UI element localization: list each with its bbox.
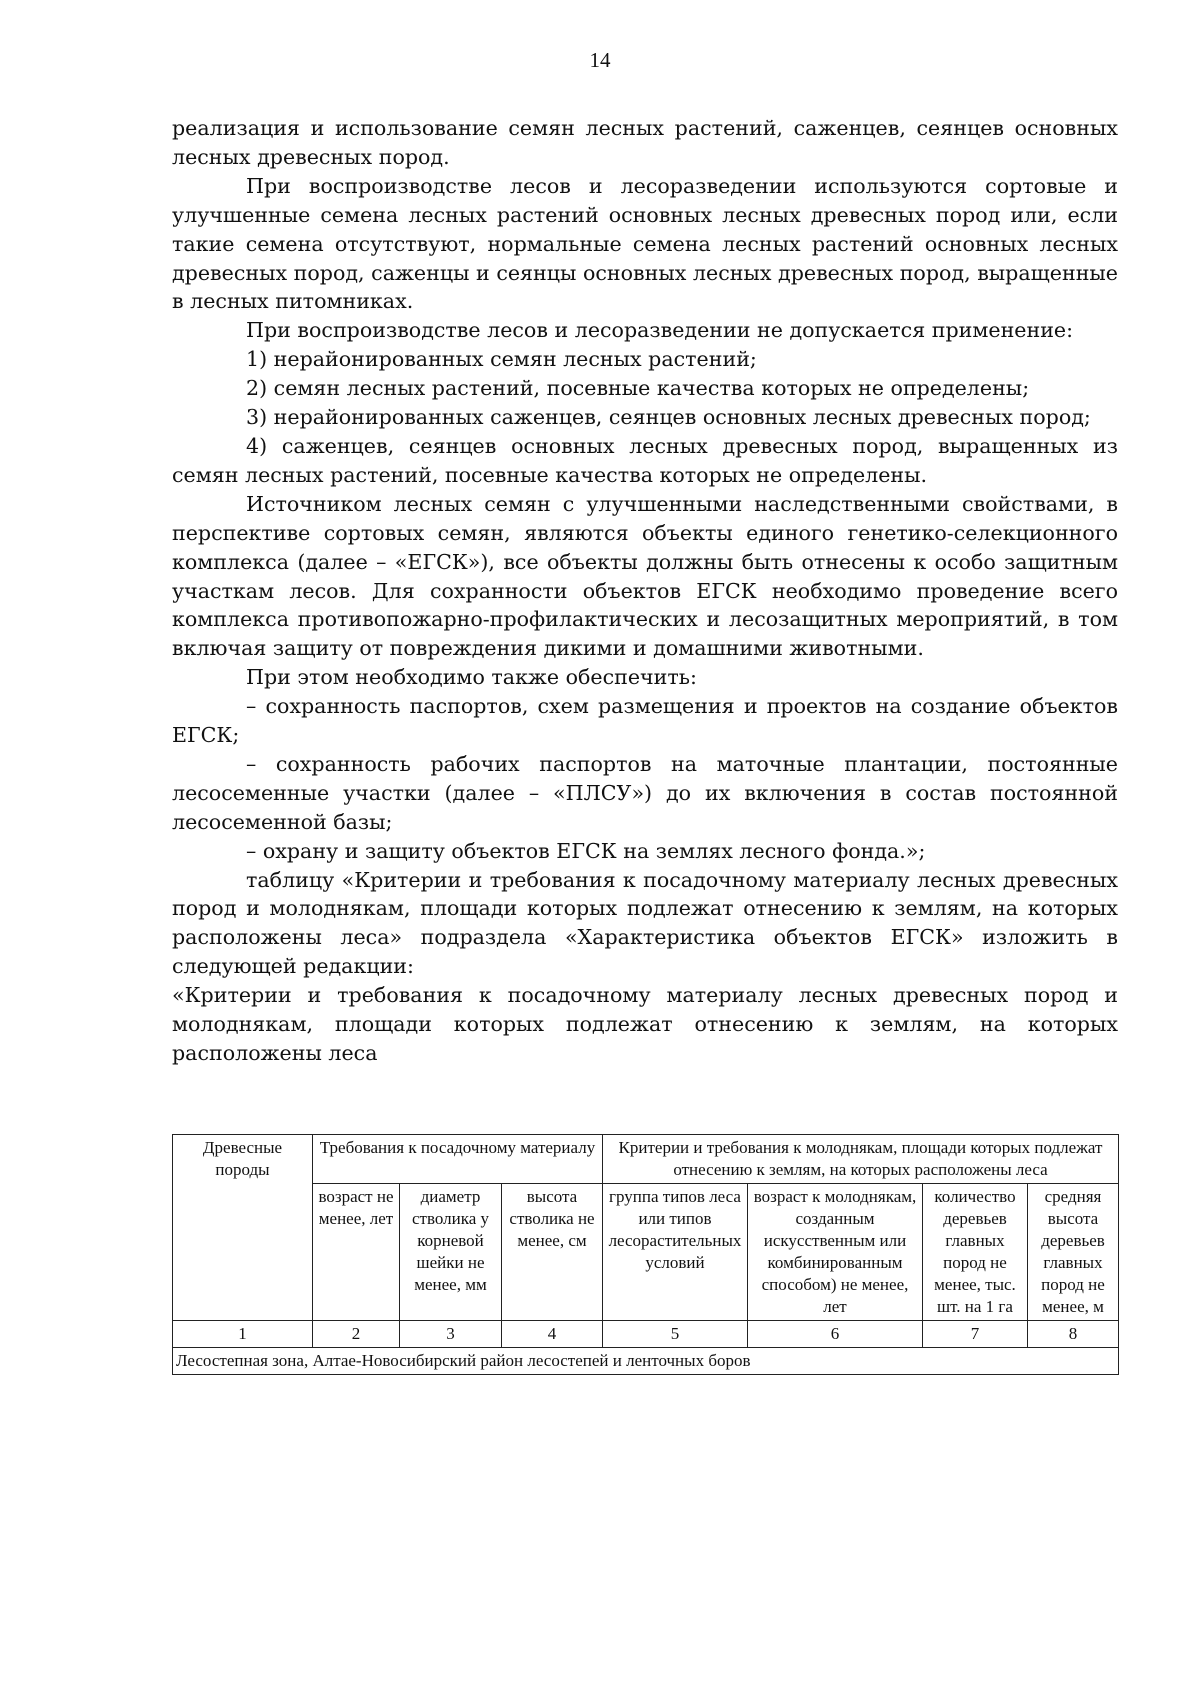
list-item: – сохранность паспортов, схем размещения и проектов на создание объектов ЕГСК; (172, 694, 1118, 748)
table-caption: «Критерии и требования к посадочному материалу лесных древесных пород и молоднякам, площади которых подлежат отнесению к землям, на которых расположены леса (172, 983, 1118, 1065)
column-number: 2 (313, 1321, 400, 1348)
column-number: 1 (173, 1321, 313, 1348)
column-number: 4 (502, 1321, 603, 1348)
paragraph: При этом необходимо также обеспечить: (246, 665, 697, 690)
table-header-cell: диаметр стволика у корневой шейки не менее, мм (400, 1184, 502, 1321)
column-number: 6 (748, 1321, 923, 1348)
paragraph: При воспроизводстве лесов и лесоразведении используются сортовые и улучшенные семена лесных растений основных лесных древесных пород или, если такие семена отсутствуют, нормальные семена лесных растений основных лесных древесных пород, саженцы и сеянцы основных лесных древесных пород, выращенные в лесных питомниках. (172, 173, 1118, 314)
list-item: 4) саженцев, сеянцев основных лесных древесных пород, выращенных из семян лесных растений, посевные качества которых не определены. (172, 433, 1118, 487)
table-header-cell: высота стволика не менее, см (502, 1184, 603, 1321)
list-item: – охрану и защиту объектов ЕГСК на землях лесного фонда.»; (246, 838, 926, 863)
page-number: 14 (589, 48, 611, 72)
table-header-cell: возраст не менее, лет (313, 1184, 400, 1321)
column-number: 3 (400, 1321, 502, 1348)
table-zone-row: Лесостепная зона, Алтае-Новосибирский район лесостепей и ленточных боров (173, 1348, 1119, 1375)
list-item: – сохранность рабочих паспортов на маточные плантации, постоянные лесосеменные участки (далее – «ПЛСУ») до их включения в состав постоянной лесосеменной базы; (172, 751, 1118, 834)
criteria-table (172, 1134, 1119, 1375)
paragraph: При воспроизводстве лесов и лесоразведении не допускается применение: (246, 318, 1074, 343)
list-item: 1) нерайонированных семян лесных растений; (246, 347, 757, 372)
table-header-cell: средняя высота деревьев главных пород не менее, м (1028, 1184, 1119, 1321)
table-header-cell: Древесные породы (173, 1135, 313, 1321)
list-item: 3) нерайонированных саженцев, сеянцев основных лесных древесных пород; (246, 405, 1091, 430)
document-body (172, 114, 1118, 1068)
column-number: 7 (923, 1321, 1028, 1348)
table-header-cell: группа типов леса или типов лесорастительных условий (603, 1184, 748, 1321)
list-item: 2) семян лесных растений, посевные качества которых не определены; (246, 376, 1030, 401)
table-header-cell: возраст к молоднякам, созданным искусственным или комбинированным способом) не менее, лет (748, 1184, 923, 1321)
paragraph: таблицу «Критерии и требования к посадочному материалу лесных древесных пород и молоднякам, площади которых подлежат отнесению к землям, на которых расположены леса» подраздела «Характеристика объектов ЕГСК» изложить в следующей редакции: (172, 867, 1118, 979)
paragraph: реализация и использование семян лесных растений, саженцев, сеянцев основных лесных древесных пород. (172, 116, 1118, 169)
table-header-cell: Критерии и требования к молоднякам, площади которых подлежат отнесению к землям, на которых расположены леса (603, 1135, 1119, 1184)
column-number: 8 (1028, 1321, 1119, 1348)
table-header-cell: количество деревьев главных пород не менее, тыс. шт. на 1 га (923, 1184, 1028, 1321)
column-number: 5 (603, 1321, 748, 1348)
paragraph: Источником лесных семян с улучшенными наследственными свойствами, в перспективе сортовых семян, являются объекты единого генетико-селекционного комплекса (далее – «ЕГСК»), все объекты должны быть отнесены к особо защитным участкам лесов. Для сохранности объектов ЕГСК необходимо проведение всего комплекса противопожарно-профилактических и лесозащитных мероприятий, в том включая защиту от повреждения дикими и домашними животными. (172, 491, 1118, 661)
table-header-cell: Требования к посадочному материалу (313, 1135, 603, 1184)
